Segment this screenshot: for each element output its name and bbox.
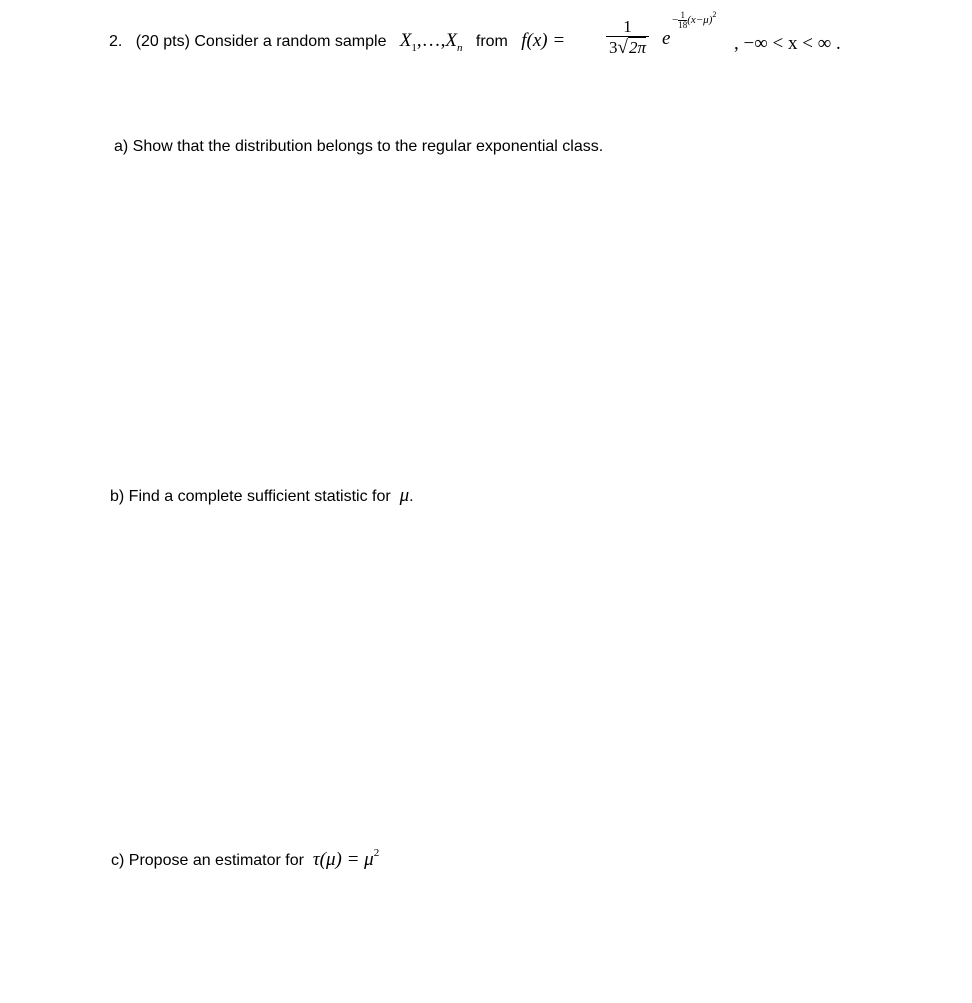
question-points-text: (20 pts) Consider a random sample (135, 33, 387, 50)
part-c-text: c) Propose an estimator for (111, 852, 304, 869)
part-c (111, 843, 379, 871)
var-dots: ,…, (416, 30, 446, 51)
exponent-power: 2 (712, 10, 717, 19)
radicand: 2π (628, 38, 646, 57)
exp-base: e (662, 28, 671, 49)
var-x1: $X_1$ (399, 30, 417, 54)
exponent: − $\frac{1}{18}$ $(x-\mu)^2$ (672, 9, 717, 30)
exponent-fraction: $\frac{1}{18}$ (678, 9, 688, 30)
exponent-body: (x−μ) (687, 14, 713, 26)
from-label: from (475, 33, 508, 50)
tau-power: 2 (373, 847, 380, 859)
tau-expression: τ(μ) = μ (312, 849, 374, 870)
question-number: 2. (109, 33, 123, 50)
mu-symbol: μ (399, 485, 410, 506)
fraction-numerator: 1 (606, 17, 649, 37)
func-name: f (521, 30, 527, 51)
part-b (110, 486, 414, 507)
density-fraction (606, 17, 649, 59)
var-xn: $X_n$ (445, 30, 463, 54)
func-arg: (x) = (526, 30, 566, 51)
part-b-end: . (409, 488, 414, 505)
part-a: a) Show that the distribution belongs to the regular exponential class. (114, 138, 604, 155)
part-b-text: b) Find a complete sufficient statistic for (110, 488, 391, 505)
domain-text: , −∞ < x < ∞ . (734, 33, 841, 54)
question-line (109, 31, 565, 58)
fraction-denominator: 3√2π (609, 37, 646, 58)
